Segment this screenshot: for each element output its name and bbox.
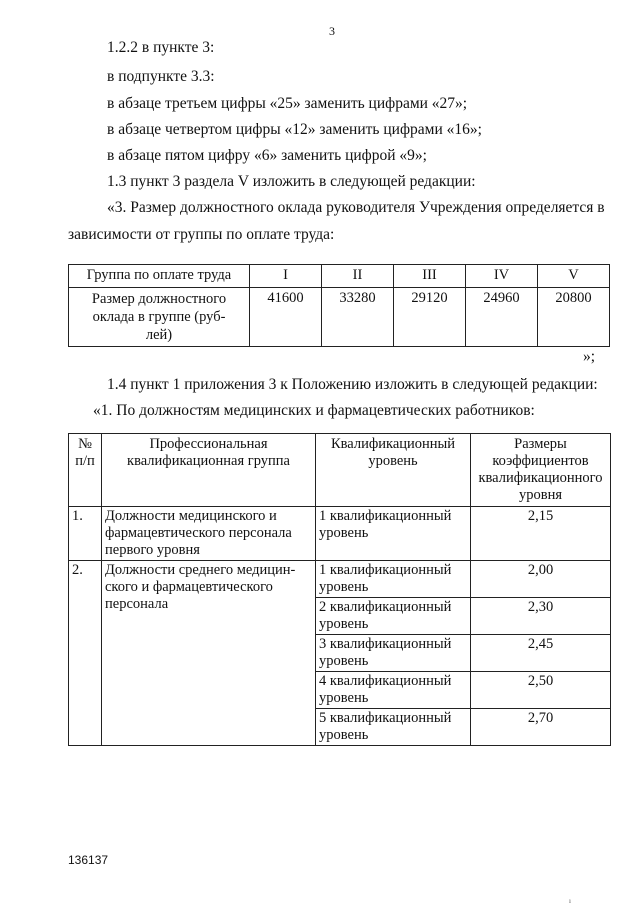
closing-quote: »;	[583, 348, 596, 365]
salary-table	[68, 264, 610, 347]
level-line: 4 квалификационный	[319, 673, 452, 689]
paragraph-abzac-5: в абзаце пятом цифру «6» заменить цифрой «9»;	[107, 147, 427, 164]
row-level	[316, 598, 471, 635]
header-line: квалификационная группа	[127, 453, 290, 469]
table-cell: 24960	[466, 288, 538, 347]
header-line: квалификационного	[478, 470, 603, 486]
header-level	[316, 434, 471, 507]
row-level	[316, 561, 471, 598]
header-coef	[471, 434, 611, 507]
table-header-cell: I	[250, 265, 322, 288]
level-line: уровень	[319, 690, 369, 706]
table-header-cell: Группа по оплате труда	[69, 265, 250, 288]
level-line: 1 квалификационный	[319, 508, 452, 524]
table-cell: 33280	[322, 288, 394, 347]
group-line: персонала	[105, 596, 169, 612]
row-level	[316, 507, 471, 561]
table-header-cell: V	[538, 265, 610, 288]
header-line: Квалификационный	[330, 436, 456, 452]
table-row	[69, 507, 611, 561]
header-line: п/п	[75, 453, 95, 469]
table-cell: 29120	[394, 288, 466, 347]
table-row	[69, 265, 610, 288]
table-header-cell: II	[322, 265, 394, 288]
group-line: Должности медицинского и	[105, 508, 277, 524]
group-line: первого уровня	[105, 542, 200, 558]
document-code: 136137	[68, 853, 109, 867]
row-label-line: Размер должностного	[91, 291, 227, 307]
table-header-cell: III	[394, 265, 466, 288]
row-num: 1.	[69, 507, 102, 561]
row-coef: 2,30	[471, 598, 611, 635]
paragraph-1-2-2: 1.2.2 в пункте 3:	[107, 39, 215, 56]
level-line: уровень	[319, 653, 369, 669]
paragraph-quote-1: «1. По должностям медицинских и фармацевтических работников:	[93, 402, 535, 419]
row-label-line: оклада в группе (руб-	[92, 309, 226, 325]
row-level	[316, 709, 471, 746]
row-coef: 2,00	[471, 561, 611, 598]
header-group	[102, 434, 316, 507]
paragraph-quote-3-cont: зависимости от группы по оплате труда:	[68, 226, 335, 243]
row-coef: 2,15	[471, 507, 611, 561]
row-label-line: лей)	[145, 327, 173, 343]
header-line: Профессиональная	[149, 436, 268, 452]
table-cell: 41600	[250, 288, 322, 347]
level-line: уровень	[319, 525, 369, 541]
row-coef: 2,45	[471, 635, 611, 672]
paragraph-subpoint: в подпункте 3.3:	[107, 68, 215, 85]
level-line: 2 квалификационный	[319, 599, 452, 615]
paragraph-abzac-3: в абзаце третьем цифры «25» заменить цифрами «27»;	[107, 95, 468, 112]
table-row-label	[69, 288, 250, 347]
group-line: ского и фармацевтического	[105, 579, 273, 595]
table-header-row	[69, 434, 611, 507]
paragraph-1-4: 1.4 пункт 1 приложения 3 к Положению изложить в следующей редакции:	[107, 376, 598, 393]
table-header-cell: IV	[466, 265, 538, 288]
row-coef: 2,50	[471, 672, 611, 709]
header-num	[69, 434, 102, 507]
paragraph-abzac-4: в абзаце четвертом цифры «12» заменить цифрами «16»;	[107, 121, 482, 138]
row-level	[316, 635, 471, 672]
header-line: коэффициентов	[492, 453, 589, 469]
level-line: уровень	[319, 579, 369, 595]
paragraph-1-3: 1.3 пункт 3 раздела V изложить в следующей редакции:	[107, 173, 476, 190]
paragraph-quote-3: «3. Размер должностного оклада руководителя Учреждения определяется в	[107, 199, 605, 216]
table-row	[69, 288, 610, 347]
group-line: Должности среднего медицин-	[105, 562, 296, 578]
level-line: 1 квалификационный	[319, 562, 452, 578]
table-row	[69, 561, 611, 598]
level-line: уровень	[319, 727, 369, 743]
row-level	[316, 672, 471, 709]
header-line: Размеры	[514, 436, 567, 452]
row-group	[102, 507, 316, 561]
header-line: уровень	[368, 453, 418, 469]
row-coef: 2,70	[471, 709, 611, 746]
table-cell: 20800	[538, 288, 610, 347]
corner-mark: ı	[569, 897, 571, 905]
qualification-table	[68, 433, 611, 746]
row-group	[102, 561, 316, 746]
level-line: 3 квалификационный	[319, 636, 452, 652]
level-line: уровень	[319, 616, 369, 632]
page-number: 3	[329, 24, 335, 38]
header-line: уровня	[518, 487, 563, 503]
header-line: №	[78, 436, 92, 452]
level-line: 5 квалификационный	[319, 710, 452, 726]
row-num: 2.	[69, 561, 102, 746]
group-line: фармацевтического персонала	[105, 525, 292, 541]
